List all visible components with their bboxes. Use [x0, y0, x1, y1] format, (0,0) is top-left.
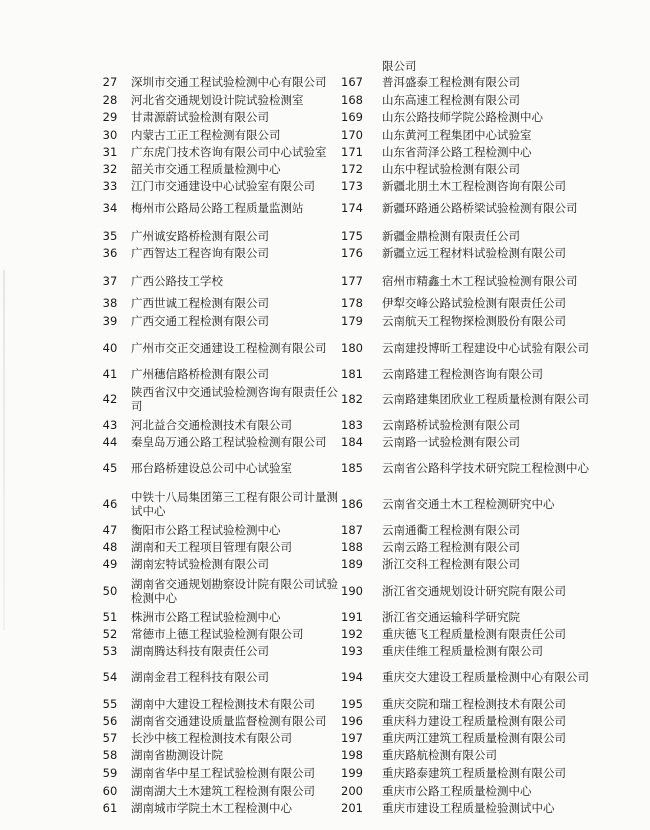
left-entry-number: 35: [102, 229, 118, 243]
right-entry-number: 183: [341, 418, 363, 432]
left-entry-name: 广西公路技工学校: [131, 274, 223, 288]
right-entry-number: 201: [341, 801, 363, 815]
right-entry-name: 重庆路泰建筑工程质量检测有限公司: [382, 766, 566, 780]
left-entry-number: 29: [102, 110, 118, 124]
left-entry-name: 广州诚安路桥检测有限公司: [131, 229, 269, 243]
left-entry-name: 韶关市交通工程质量检测中心: [131, 162, 281, 176]
left-entry-number: 49: [102, 557, 118, 571]
right-entry-number: 180: [341, 341, 363, 355]
left-entry-name: 广西智达工程咨询有限公司: [131, 246, 269, 260]
left-entry-name: 广西交通工程检测有限公司: [131, 314, 269, 328]
left-entry-name: 甘肃源蔚试验检测有限公司: [131, 110, 269, 124]
left-entry-number: 30: [102, 128, 118, 142]
right-entry-number: 197: [341, 731, 363, 745]
left-entry-number: 34: [102, 201, 118, 215]
right-entry-number: 168: [341, 93, 363, 107]
right-entry-name: 云南省公路科学技术研究院工程检测中心: [382, 461, 589, 475]
left-entry-number: 50: [102, 584, 118, 598]
right-entry-name: 浙江交科工程检测有限公司: [382, 557, 520, 571]
left-entry-name: 湖南金君工程科技有限公司: [131, 670, 269, 684]
left-entry-number: 60: [102, 784, 118, 798]
left-entry-number: 48: [102, 540, 118, 554]
left-entry-name: 湖南和天工程项目管理有限公司: [131, 540, 292, 554]
right-entry-name: 重庆科力建设工程质量检测有限公司: [382, 714, 566, 728]
left-entry-name: 陕西省汉中交通试验检测咨询有限责任公司: [131, 385, 338, 413]
right-entry-number: 199: [341, 766, 363, 780]
right-entry-number: 196: [341, 714, 363, 728]
right-entry-number: 169: [341, 110, 363, 124]
right-entry-name: 云南云路工程检测有限公司: [382, 540, 520, 554]
right-entry-number: 175: [341, 229, 363, 243]
left-entry-name: 湖南省勘测设计院: [131, 748, 223, 762]
left-entry-number: 56: [102, 714, 118, 728]
left-entry-number: 52: [102, 627, 118, 641]
left-entry-name: 湖南省华中星工程试验检测有限公司: [131, 766, 315, 780]
right-entry-number: 177: [341, 274, 363, 288]
right-entry-number: 190: [341, 584, 363, 598]
right-entry-name: 山东中程试验检测有限公司: [382, 162, 520, 176]
right-entry-number: 179: [341, 314, 363, 328]
left-entry-name: 湖南城市学院土木工程检测中心: [131, 801, 292, 815]
left-entry-number: 53: [102, 644, 118, 658]
right-entry-name: 云南航天工程物探检测股份有限公司: [382, 314, 566, 328]
right-entry-name: 重庆交院和瑞工程检测技术有限公司: [382, 697, 566, 711]
right-entry-number: 193: [341, 644, 363, 658]
left-entry-number: 31: [102, 145, 118, 159]
left-entry-name: 广州穗信路桥检测有限公司: [131, 367, 269, 381]
right-entry-number: 174: [341, 201, 363, 215]
left-entry-number: 33: [102, 179, 118, 193]
left-entry-number: 45: [102, 461, 118, 475]
left-entry-number: 59: [102, 766, 118, 780]
right-entry-name: 云南路一试验检测有限公司: [382, 435, 520, 449]
continuation-text: 限公司: [382, 59, 417, 73]
left-entry-name: 湖南省交通规划勘察设计院有限公司试验检测中心: [131, 577, 338, 605]
right-entry-name: 新疆环路通公路桥梁试验检测有限公司: [382, 201, 578, 215]
right-entry-number: 182: [341, 392, 363, 406]
right-entry-number: 195: [341, 697, 363, 711]
right-entry-name: 云南省交通土木工程检测研究中心: [382, 497, 555, 511]
right-entry-number: 189: [341, 557, 363, 571]
right-entry-number: 171: [341, 145, 363, 159]
right-entry-name: 云南路建集团欣业工程质量检测有限公司: [382, 392, 589, 406]
left-entry-name: 深圳市交通工程试验检测中心有限公司: [131, 75, 327, 89]
right-entry-number: 185: [341, 461, 363, 475]
left-entry-number: 38: [102, 296, 118, 310]
right-entry-name: 新疆北朋土木工程检测咨询有限公司: [382, 179, 566, 193]
left-entry-number: 61: [102, 801, 118, 815]
left-entry-name: 株洲市公路工程试验检测中心: [131, 610, 281, 624]
left-entry-number: 58: [102, 748, 118, 762]
left-entry-name: 河北省交通规划设计院试验检测室: [131, 93, 304, 107]
right-entry-number: 184: [341, 435, 363, 449]
right-entry-name: 新疆立远工程材料试验检测有限公司: [382, 246, 566, 260]
right-entry-name: 云南建投博昕工程建设中心试验有限公司: [382, 341, 589, 355]
right-entry-number: 191: [341, 610, 363, 624]
right-entry-name: 云南通衢工程检测有限公司: [382, 523, 520, 537]
right-entry-name: 普洱盛泰工程检测有限公司: [382, 75, 520, 89]
scan-edge-shadow: [3, 270, 5, 630]
right-entry-name: 重庆两江建筑工程质量检测有限公司: [382, 731, 566, 745]
left-entry-name: 内蒙古工正工程检测有限公司: [131, 128, 281, 142]
right-entry-name: 重庆市公路工程质量检测中心: [382, 784, 532, 798]
left-entry-name: 广西世诚工程检测有限公司: [131, 296, 269, 310]
left-entry-name: 衡阳市公路工程试验检测中心: [131, 523, 281, 537]
right-entry-number: 188: [341, 540, 363, 554]
left-entry-name: 河北益合交通检测技术有限公司: [131, 418, 292, 432]
right-entry-name: 浙江省交通运输科学研究院: [382, 610, 520, 624]
left-entry-number: 57: [102, 731, 118, 745]
left-entry-name: 中铁十八局集团第三工程有限公司计量测试中心: [131, 490, 338, 518]
right-entry-number: 181: [341, 367, 363, 381]
left-entry-name: 梅州市公路局公路工程质量监测站: [131, 201, 304, 215]
left-entry-name: 湖南腾达科技有限责任公司: [131, 644, 269, 658]
left-entry-number: 36: [102, 246, 118, 260]
right-entry-number: 192: [341, 627, 363, 641]
right-entry-number: 173: [341, 179, 363, 193]
left-entry-number: 54: [102, 670, 118, 684]
left-entry-name: 广东虎门技术咨询有限公司中心试验室: [131, 145, 327, 159]
right-entry-number: 198: [341, 748, 363, 762]
right-entry-number: 186: [341, 497, 363, 511]
left-entry-number: 41: [102, 367, 118, 381]
right-entry-name: 伊犁交峰公路试验检测有限责任公司: [382, 296, 566, 310]
right-entry-name: 新疆金鼎检测有限责任公司: [382, 229, 520, 243]
right-entry-name: 山东公路技师学院公路检测中心: [382, 110, 543, 124]
left-entry-number: 46: [102, 497, 118, 511]
left-entry-number: 43: [102, 418, 118, 432]
right-entry-number: 194: [341, 670, 363, 684]
right-entry-name: 浙江省交通规划设计研究院有限公司: [382, 584, 566, 598]
right-entry-name: 云南路桥试验检测有限公司: [382, 418, 520, 432]
left-entry-number: 39: [102, 314, 118, 328]
left-entry-number: 27: [102, 75, 118, 89]
right-entry-number: 167: [341, 75, 363, 89]
left-entry-number: 55: [102, 697, 118, 711]
left-entry-name: 秦皇岛万通公路工程试验检测有限公司: [131, 435, 327, 449]
right-entry-name: 重庆交大建设工程质量检测中心有限公司: [382, 670, 589, 684]
right-entry-name: 重庆市建设工程质量检验测试中心: [382, 801, 555, 815]
left-entry-number: 32: [102, 162, 118, 176]
right-entry-name: 重庆路航检测有限公司: [382, 748, 497, 762]
right-entry-name: 重庆德飞工程质量检测有限责任公司: [382, 627, 566, 641]
right-entry-name: 重庆佳维工程质量检测有限公司: [382, 644, 543, 658]
left-entry-name: 湖南中大建设工程检测技术有限公司: [131, 697, 315, 711]
left-entry-name: 江门市交通建设中心试验室有限公司: [131, 179, 315, 193]
right-entry-number: 176: [341, 246, 363, 260]
right-entry-number: 178: [341, 296, 363, 310]
right-entry-name: 云南路建工程检测咨询有限公司: [382, 367, 543, 381]
left-entry-name: 湖南宏特试验检测有限公司: [131, 557, 269, 571]
left-entry-name: 广州市交正交通建设工程检测有限公司: [131, 341, 327, 355]
left-entry-number: 51: [102, 610, 118, 624]
left-entry-name: 邢台路桥建设总公司中心试验室: [131, 461, 292, 475]
left-entry-number: 37: [102, 274, 118, 288]
right-entry-number: 200: [341, 784, 363, 798]
right-entry-name: 宿州市精鑫土木工程试验检测有限公司: [382, 274, 578, 288]
left-entry-name: 湖南湖大土木建筑工程检测有限公司: [131, 784, 315, 798]
right-entry-name: 山东省菏泽公路工程检测中心: [382, 145, 532, 159]
right-entry-number: 187: [341, 523, 363, 537]
left-entry-name: 长沙中核工程检测技术有限公司: [131, 731, 292, 745]
right-entry-name: 山东高速工程检测有限公司: [382, 93, 520, 107]
left-entry-number: 42: [102, 392, 118, 406]
left-entry-number: 28: [102, 93, 118, 107]
right-entry-name: 山东黄河工程集团中心试验室: [382, 128, 532, 142]
right-entry-number: 170: [341, 128, 363, 142]
right-entry-number: 172: [341, 162, 363, 176]
left-entry-number: 47: [102, 523, 118, 537]
left-entry-name: 湖南省交通建设质量监督检测有限公司: [131, 714, 327, 728]
left-entry-number: 40: [102, 341, 118, 355]
left-entry-number: 44: [102, 435, 118, 449]
left-entry-name: 常德市上德工程试验检测有限公司: [131, 627, 304, 641]
